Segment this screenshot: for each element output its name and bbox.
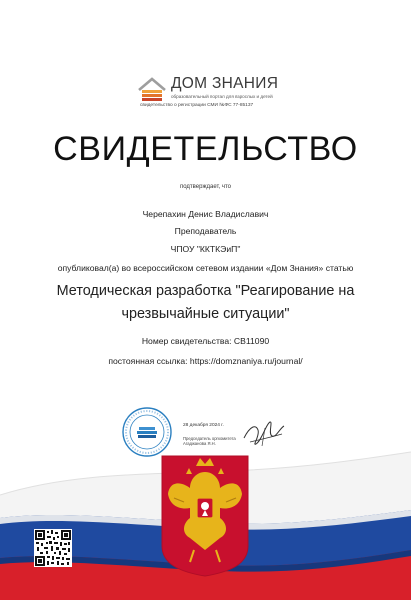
published-text: опубликовал(а) во всероссийском сетевом издании «Дом Знания» статью (57, 263, 354, 273)
logo-registration: свидетельство о регистрации СМИ №ФС 77-85137 (140, 103, 254, 108)
certificate-number: Номер свидетельства: СВ11090 (141, 336, 270, 346)
signer-role-line-1: Председатель оргкомитета (183, 436, 236, 441)
confirms-text: подтверждает, что (179, 184, 232, 190)
coat-of-arms-icon (160, 454, 250, 578)
signer-role-line-2: Агаджанова Я.Н. (183, 441, 216, 447)
recipient-organization: ЧПОУ "ККТКЭиП" (170, 244, 241, 254)
issue-date: 28 декабря 2024 г. (183, 423, 224, 428)
dom-znaniya-logo (136, 74, 286, 124)
recipient-name: Черепахин Денис Владиславич (142, 209, 269, 219)
permanent-link: постоянная ссылка: https://domznaniya.ru/journal/ (108, 356, 303, 366)
article-title-line-2: чрезвычайные ситуации" (121, 306, 290, 322)
house-logo-icon (136, 76, 168, 104)
logo-brand-name: ДОМ ЗНАНИЯ (171, 75, 279, 92)
qr-code-icon[interactable] (34, 529, 72, 567)
certificate-title: СВИДЕТЕЛЬСТВО (53, 130, 358, 168)
article-title-line-1: Методическая разработка "Реагирование на (56, 283, 355, 299)
recipient-position: Преподаватель (174, 226, 237, 236)
logo-tagline: образовательный портал для взрослых и детей (171, 94, 273, 99)
